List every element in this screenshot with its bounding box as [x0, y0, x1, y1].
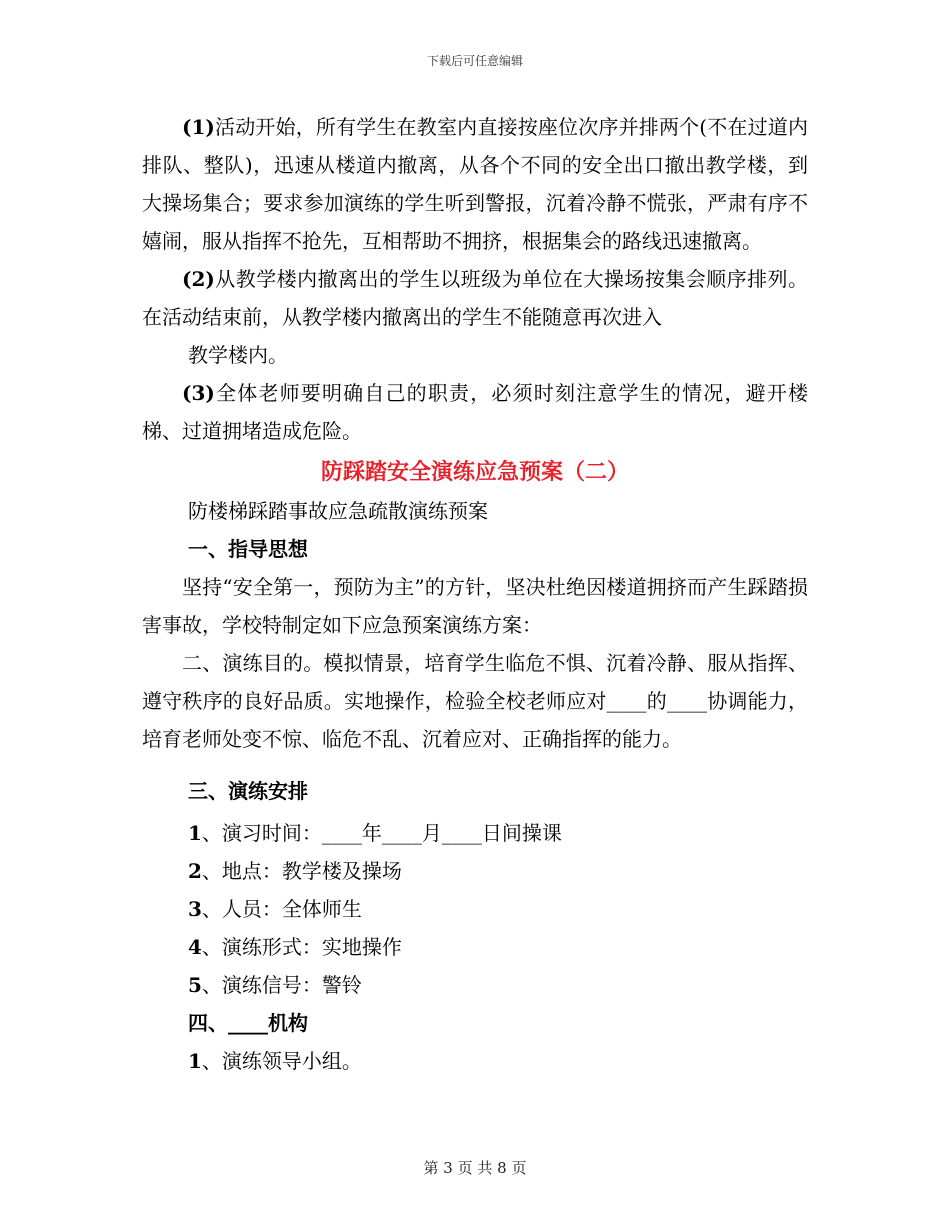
- page-footer: 第 3 页 共 8 页: [423, 1159, 527, 1177]
- paragraph-guiding-thought: 坚持“安全第一，预防为主”的方针，坚决杜绝因楼道拥挤而产生踩踏损害事故，学校特制定如下应急预案演练方案：: [142, 575, 808, 637]
- page-header: 下载后可任意编辑: [426, 54, 523, 68]
- paragraph-drill-purpose: 二、演练目的。模拟情景，培育学生临危不惧、沉着冷静、服从指挥、遵守秩序的良好品质。实地操作，检验全校老师应对____的____协调能力，培育老师处变不惊、临危不乱、沉着应对、正确指挥的能力。: [142, 651, 808, 751]
- item-number: 1: [188, 1049, 202, 1073]
- section-title: 防踩踏安全演练应急预案（二）: [320, 459, 629, 485]
- paragraph-1: [142, 108, 808, 260]
- item-number: 4: [188, 935, 202, 959]
- item-text: 、演练领导小组。: [201, 1049, 362, 1073]
- heading-organization: 四、____机构: [188, 1011, 308, 1035]
- paragraph-2: [142, 260, 808, 336]
- item-number: (2): [182, 267, 215, 291]
- paragraph-2-continued: 教学楼内。: [188, 343, 288, 367]
- list-item: [142, 928, 808, 966]
- item-number: 2: [188, 859, 202, 883]
- list-item: [142, 890, 808, 928]
- item-number: (1): [182, 115, 215, 139]
- subtitle: 防楼梯踩踏事故应急疏散演练预案: [188, 499, 488, 523]
- paragraph-text: 从教学楼内撤离出的学生以班级为单位在大操场按集会顺序排列。在活动结束前，从教学楼内撤离出的学生不能随意再次进入: [142, 267, 808, 329]
- item-text: 、演习时间：____年____月____日间操课: [201, 821, 562, 845]
- list-item: [142, 852, 808, 890]
- item-number: 1: [188, 821, 202, 845]
- item-text: 、演练信号：警铃: [201, 973, 362, 997]
- item-number: (3): [182, 381, 215, 405]
- list-item: [142, 966, 808, 1004]
- document-body: [142, 108, 808, 1080]
- item-text: 、演练形式：实地操作: [201, 935, 402, 959]
- item-number: 3: [188, 897, 202, 921]
- item-number: 5: [188, 973, 202, 997]
- paragraph-text: 全体老师要明确自己的职责，必须时刻注意学生的情况，避开楼梯、过道拥堵造成危险。: [142, 381, 808, 443]
- list-item: [142, 814, 808, 852]
- item-text: 、人员：全体师生: [201, 897, 362, 921]
- list-item: [142, 1042, 808, 1080]
- heading-drill-arrangement: 三、演练安排: [188, 779, 308, 803]
- paragraph-text: 活动开始，所有学生在教室内直接按座位次序并排两个(不在过道内排队、整队)，迅速从楼道内撤离，从各个不同的安全出口撤出教学楼，到大操场集合；要求参加演练的学生听到警报，沉着冷静不慌张，严肃有序不嬉闹，服从指挥不抢先，互相帮助不拥挤，根据集会的路线迅速撤离。: [142, 115, 808, 253]
- heading-guiding-thought: 一、指导思想: [188, 537, 308, 561]
- paragraph-3: [142, 374, 808, 450]
- item-text: 、地点：教学楼及操场: [201, 859, 402, 883]
